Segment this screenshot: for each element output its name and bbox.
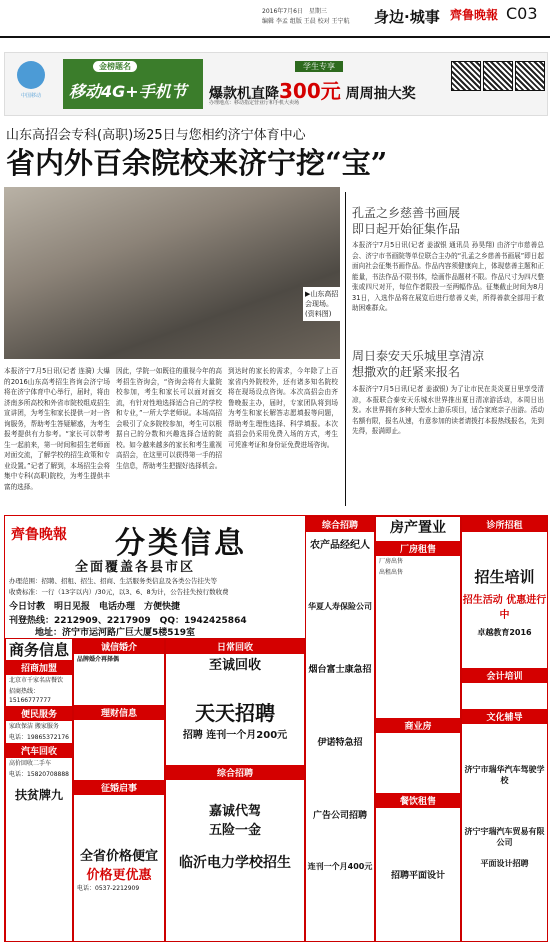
- classified-column-6: [461, 516, 548, 942]
- biz-bottom-ad: 扶贫牌九: [14, 788, 63, 802]
- classified-tagline: 今日讨教 明日见报 电话办理 方便快捷: [9, 602, 181, 612]
- issue-date: 2016年7月6日 星期三: [262, 8, 327, 15]
- c4-item: 农产品经纪人: [310, 540, 370, 551]
- classified-column-2: [73, 638, 165, 942]
- photo-caption: ▶山东高招会现场。(资料图): [303, 287, 341, 321]
- promo-tag: 金榜题名: [93, 61, 137, 72]
- mobile-ad-banner: [4, 52, 548, 116]
- promo-text: 爆款机直降: [209, 86, 279, 102]
- header-rule: [0, 36, 550, 38]
- c3-item: 至诚回收: [208, 658, 261, 673]
- classified-logo: 齊鲁晚報: [11, 527, 67, 543]
- c4-item: 伊诺特急招: [317, 738, 363, 748]
- classified-hotline: 刊登热线：2212909、2217909 QQ：1942425864: [9, 616, 247, 626]
- student-tag: 学生专享: [295, 61, 343, 72]
- c2-heading-marriage2: 征婚启事: [74, 780, 164, 795]
- c6-driving-school: 济宁市瑞华汽车驾驶学校: [464, 765, 545, 785]
- c5-title: 房产置业: [390, 520, 446, 536]
- c5-item: 厂房出售: [379, 558, 404, 565]
- c2-bottom-ad-2: 价格更优惠: [86, 868, 152, 883]
- c6-training-item: 卓越教育2016: [477, 628, 532, 637]
- classified-address: 地址：济宁市运河路广巨大厦5楼519室: [35, 628, 196, 636]
- biz-item: 高价回收二手车: [9, 760, 52, 767]
- c5-heading-dining: 餐饮租售: [376, 793, 460, 808]
- classified-scope: 办理范围：招聘、招租、招生、招商、生活服务类信息及各类公告挂失等: [9, 577, 217, 585]
- classified-column-3: [165, 638, 305, 942]
- qr-code-icon: [451, 61, 481, 91]
- c4-item: 连刊一个月400元: [307, 862, 373, 871]
- business-info-column: [5, 638, 73, 942]
- c2-item: 品牌婚介再择偶: [77, 656, 120, 663]
- classified-column-4: [305, 516, 375, 942]
- article2-title-line1: 孔孟之乡慈善书画展: [352, 206, 461, 220]
- c5-heading-factory: 厂房租售: [376, 541, 460, 556]
- c4-heading-jobs: 综合招聘: [306, 517, 374, 532]
- promo-price: 300元: [279, 79, 341, 103]
- c3-driver-ad: 嘉诚代驾: [208, 804, 261, 819]
- paper-logo: 齊鲁晚報: [450, 8, 499, 22]
- c4-item: 烟台富士康急招: [308, 665, 372, 675]
- c6-car-trade: 济宁宇瑞汽车贸易有限公司: [464, 827, 545, 847]
- biz-item: 招商热线：15166777777: [9, 688, 51, 704]
- c6-heading-accounting: 会计培训: [462, 668, 547, 683]
- promo-tail: 周周抽大奖: [345, 86, 416, 102]
- qr-code-icon: [483, 61, 513, 91]
- c3-driver-benefit: 五险一金: [208, 823, 261, 838]
- classified-title: 分类信息: [115, 526, 247, 561]
- business-info-title: 商务信息: [8, 641, 69, 659]
- article3-title-line2: 想撒欢的赶紧来报名: [352, 365, 461, 379]
- c2-heading-marriage: 诚信婚介: [74, 639, 164, 654]
- promo-price-block: [205, 61, 435, 107]
- article-kicker: 山东高招会专科(高职)场25日与您相约济宁体育中心: [6, 128, 306, 143]
- article2-title-line2: 即日起开始征集作品: [352, 222, 461, 236]
- c3-jobs-title: 天天招聘: [195, 701, 275, 725]
- c2-heading-finance: 理财信息: [74, 705, 164, 720]
- biz-item: 电话：19865372176: [9, 734, 69, 741]
- c2-item: 电话：0537-2212909: [77, 885, 140, 892]
- c6-heading-clinic: 诊所招租: [462, 517, 547, 532]
- biz-heading-car: 汽车回收: [6, 743, 72, 758]
- china-mobile-logo: [11, 61, 51, 105]
- article-column-2: 因此，学院一如既往的重视今年的高考招生咨询会，“咨询会将有大量院校参加，考生和家长可以面对面交流，有针对性地选择适合自己的学校和专业，”一所大学老师说。本场高招会吸引了众多院校参加，考生可以根据自己的分数和兴趣选择合适的院校。如今越来越多的家长和考生重视高招会，在这里可以获得第一手的招生信息，帮助考生把握好选择机会。: [116, 367, 222, 470]
- article2-title: [352, 205, 460, 237]
- c4-item: 华夏人寿保险公司: [308, 602, 372, 611]
- qr-code-icon: [515, 61, 545, 91]
- c5-item: 出租出售: [379, 569, 404, 576]
- c3-school-ad: 临沂电力学校招生: [179, 855, 291, 871]
- c5-design-ad: 招聘平面设计: [390, 871, 445, 881]
- classified-column-5: [375, 516, 461, 942]
- page-number: C03: [506, 4, 538, 23]
- biz-item: 家政保洁 搬家服务: [9, 723, 59, 730]
- c6-heading-tutoring: 文化辅导: [462, 709, 547, 724]
- c6-training-promo: 招生活动 优惠进行中: [462, 595, 547, 621]
- page-header: [0, 0, 550, 40]
- classified-masthead: [5, 516, 303, 636]
- promo-main: 移动4G+手机节: [69, 82, 187, 101]
- biz-heading-invest: 招商加盟: [6, 660, 72, 675]
- c3-heading-recycle: 日常回收: [166, 639, 304, 654]
- carrier-label: 中国移动: [20, 93, 41, 99]
- c3-heading-jobs: 综合招聘: [166, 765, 304, 780]
- article3-title: [352, 348, 484, 380]
- column-divider: [345, 192, 346, 506]
- c5-heading-commercial: 商业房: [376, 718, 460, 733]
- article3-body: 本报济宁7月5日讯(记者 姜淑银) 为了让市民在炎炎夏日里享受清凉，本报联合泰安天乐城水世界推出夏日清凉游活动，本周日出发。水世界拥有多种大型水上游乐项目，适合家庭亲子出游。活动名额有限，报名从速，有意参加的读者请拨打本报热线报名，先到先得，报满即止。: [352, 385, 544, 435]
- classified-subtitle: 全面覆盖各县市区: [75, 560, 196, 575]
- classified-price: 收费标准：一行（13字以内）/30元，以3、6、8为计，公告挂失按行数收费: [9, 588, 229, 596]
- c2-bottom-ad: 全省价格便宜: [79, 849, 158, 864]
- c3-jobs-price: 招聘 连刊一个月200元: [182, 730, 288, 741]
- classified-section: [4, 515, 548, 942]
- section-title: 身边·城事: [374, 8, 440, 26]
- crowd-photo: [4, 187, 340, 359]
- biz-heading-service: 便民服务: [6, 706, 72, 721]
- promo-footnote: 办理地点：移动指定营业厅和手机大卖场: [209, 100, 300, 106]
- editors-line: 编辑 李孟 组版 王晨 校对 王宁航: [262, 18, 350, 25]
- article-headline: 省内外百余院校来济宁挖“宝”: [6, 146, 388, 180]
- c6-training-title: 招生培训: [474, 568, 535, 586]
- biz-item: 电话：15820708888: [9, 771, 69, 778]
- china-mobile-icon: [17, 61, 45, 89]
- article2-body: 本报济宁7月5日讯(记者 姜淑银 通讯员 孙昊翔) 由济宁市慈善总会、济宁市书画院等单位联合主办的“孔孟之乡慈善书画展”即日起面向社会征集书画作品。作品内容须健康向上，体现慈善主题和正能量，书法作品不限书体，绘画作品题材不限。作品尺寸为四尺整张或四尺对开，每位作者限投一至两幅作品。征集截止时间为8月31日，入选作品将在展览后进行慈善义卖，所得善款全部用于救助困难群众。: [352, 241, 544, 312]
- article-column-1: 本报济宁7月5日讯(记者 连漪) 大爆的2016山东高考招生咨询会济宁场将在济宁体育中心举行，届时，将由济南多所高校和外省市院校组成招生宣讲团，为考生和家长提供一对一咨询服务，帮助考生答疑解惑，为考生报考提供有力参考。“家长可以带考生一起前来，第一时间和招生老师面对面交流，了解学校的招生政策和专业设置。”记者了解到，本场招生会将集中专科(高职)院校，为考生提供丰富的选择。: [4, 367, 110, 491]
- c6-design-jobs: 平面设计招聘: [480, 859, 529, 868]
- biz-item: 北京市千家名店餐饮: [9, 677, 64, 684]
- c4-item: 广告公司招聘: [312, 811, 367, 821]
- promo-block: [63, 59, 203, 109]
- article3-title-line1: 周日泰安天乐城里享清凉: [352, 349, 485, 363]
- article-column-3: 到达时的家长的需求，今年除了上百家省内外院校外，还有诸多知名院校将在现场设点咨询。本次高招会由齐鲁晚报主办，届时，专家团队将到场为考生和家长解答志愿填报等问题，帮助考生理性选择、科学填报。本次高招会仍采用免费入场的方式，考生可凭准考证和身份证免费进场咨询。: [228, 367, 338, 449]
